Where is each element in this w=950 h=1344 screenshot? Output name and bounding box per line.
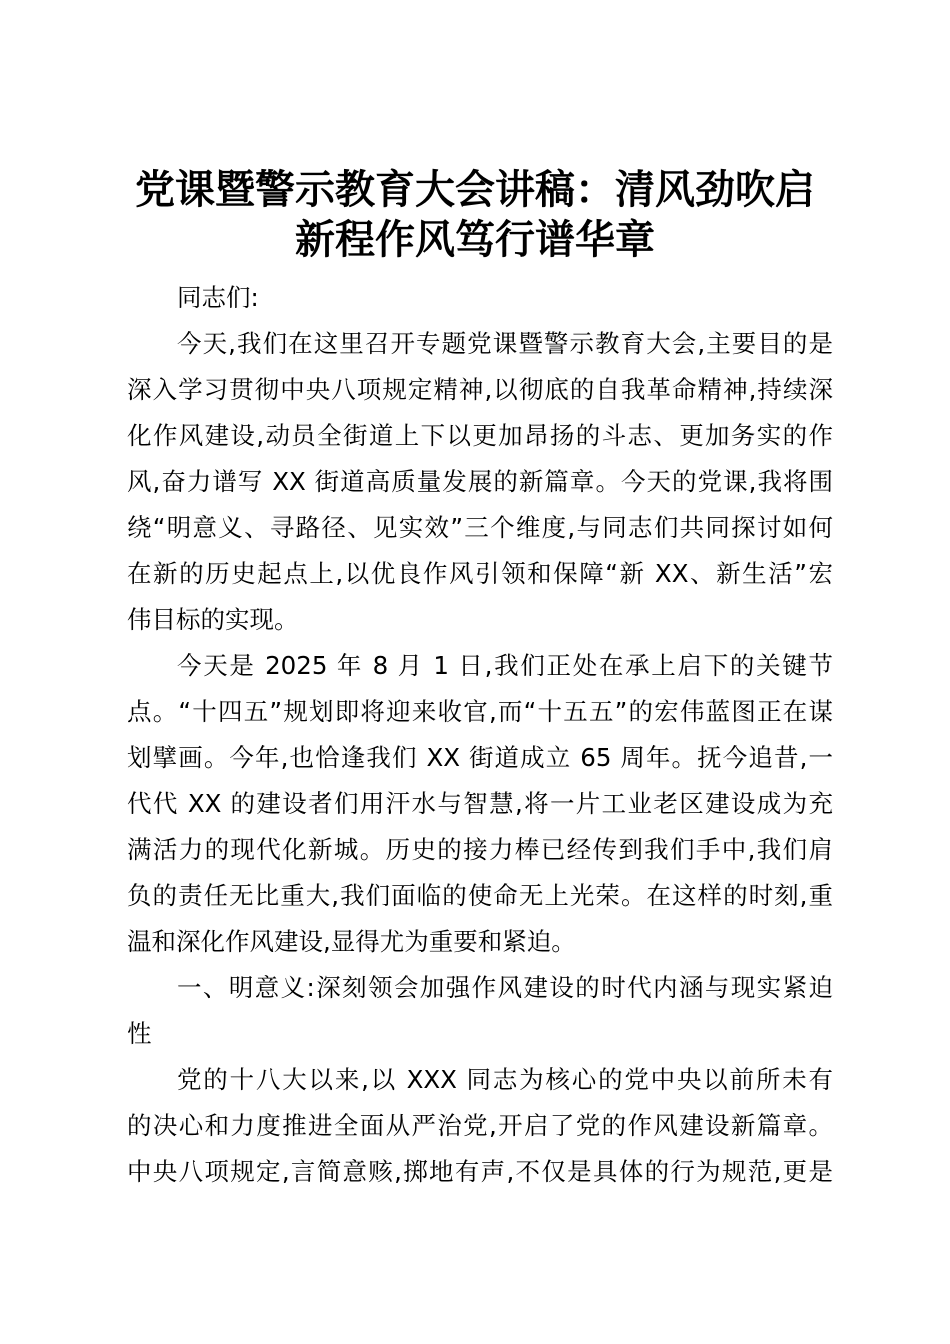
paragraph-line: 划擘画。今年,也恰逢我们 XX 街道成立 65 周年。抚今追昔,一	[127, 743, 833, 772]
paragraph-line: 中央八项规定,言简意赅,掷地有声,不仅是具体的行为规范,更是	[127, 1157, 833, 1186]
paragraph-line: 绕“明意义、寻路径、见实效”三个维度,与同志们共同探讨如何	[127, 513, 833, 542]
document-title	[110, 165, 840, 265]
section-heading: 一、明意义:深刻领会加强作风建设的时代内涵与现实紧迫	[177, 973, 833, 1002]
paragraph-line: 温和深化作风建设,显得尤为重要和紧迫。	[127, 927, 576, 956]
document-body	[127, 275, 833, 1195]
paragraph-line: 风,奋力谱写 XX 街道高质量发展的新篇章。今天的党课,我将围	[127, 467, 833, 496]
paragraph-line: 在新的历史起点上,以优良作风引领和保障“新 XX、新生活”宏	[127, 559, 833, 588]
paragraph-line: 化作风建设,动员全街道上下以更加昂扬的斗志、更加务实的作	[127, 421, 833, 450]
paragraph-line: 满活力的现代化新城。历史的接力棒已经传到我们手中,我们肩	[127, 835, 833, 864]
paragraph-line: 深入学习贯彻中央八项规定精神,以彻底的自我革命精神,持续深	[127, 375, 833, 404]
paragraph-line: 点。“十四五”规划即将迎来收官,而“十五五”的宏伟蓝图正在谋	[127, 697, 833, 726]
paragraph-line: 代代 XX 的建设者们用汗水与智慧,将一片工业老区建设成为充	[127, 789, 833, 818]
paragraph-line: 的决心和力度推进全面从严治党,开启了党的作风建设新篇章。	[127, 1111, 833, 1140]
paragraph-line: 党的十八大以来,以 XXX 同志为核心的党中央以前所未有	[177, 1065, 833, 1094]
paragraph-line: 伟目标的实现。	[127, 605, 299, 634]
paragraph-line: 负的责任无比重大,我们面临的使命无上光荣。在这样的时刻,重	[127, 881, 833, 910]
title-line: 党课暨警示教育大会讲稿：清风劲吹启	[135, 167, 815, 213]
title-line: 新程作风笃行谱华章	[295, 217, 655, 263]
paragraph-line: 今天是 2025 年 8 月 1 日,我们正处在承上启下的关键节	[177, 651, 833, 680]
section-heading-continued: 性	[127, 1019, 152, 1048]
paragraph-line: 今天,我们在这里召开专题党课暨警示教育大会,主要目的是	[177, 329, 833, 358]
salutation: 同志们:	[177, 283, 259, 312]
